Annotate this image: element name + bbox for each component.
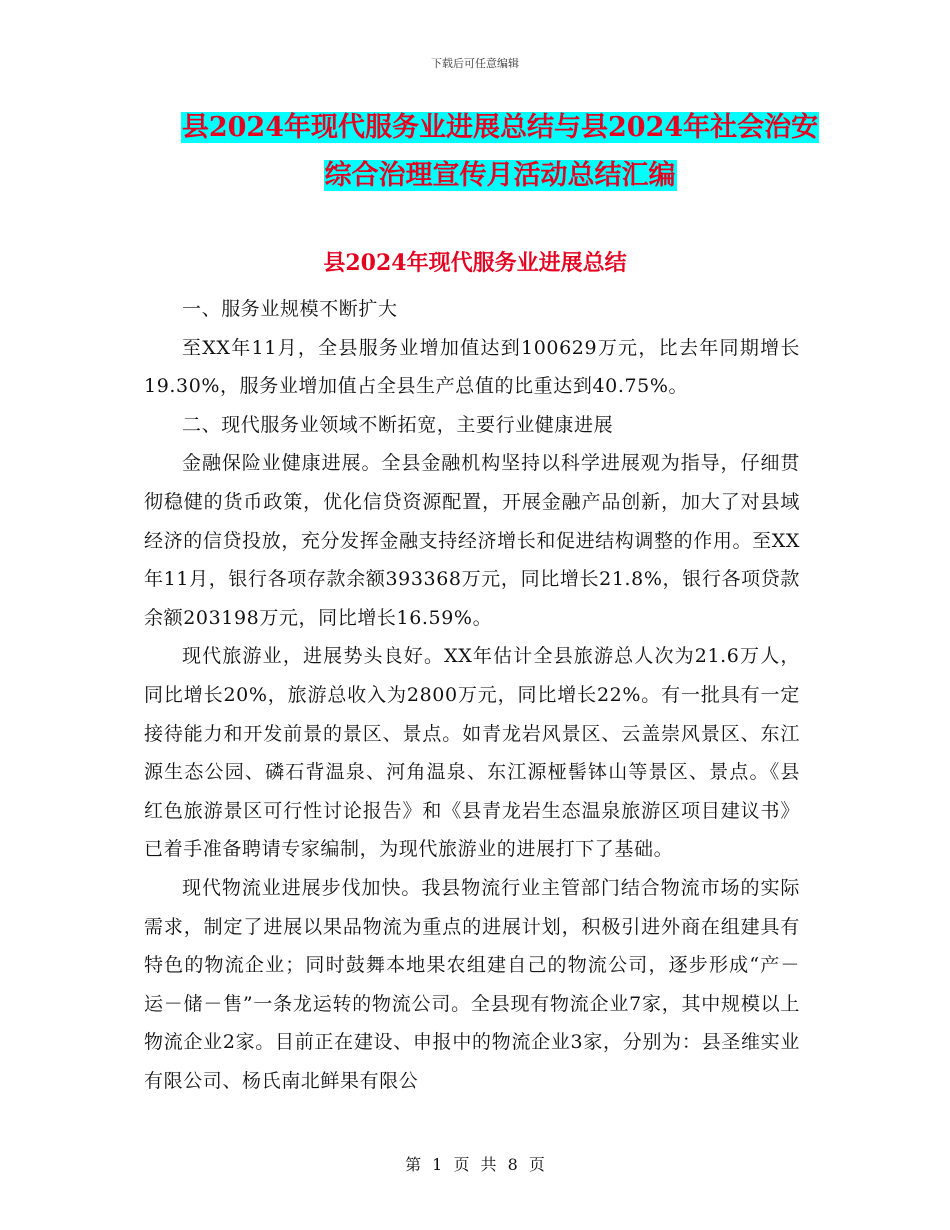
header-note: 下载后可任意编辑 bbox=[431, 57, 519, 70]
paragraph: 金融保险业健康进展。全县金融机构坚持以科学进展观为指导，仔细贯彻稳健的货币政策，优化信贷资源配置，开展金融产品创新，加大了对县域经济的信贷投放，充分发挥金融支持经济增长和促进结构调整的作用。至XX年11月，银行各项存款余额393368万元，同比增长21.8%，银行各项贷款余额203198万元，同比增长16.59%。 bbox=[144, 452, 800, 629]
title-line-2: 综合治理宣传月活动总结汇编 bbox=[324, 160, 676, 191]
heading-1: 一、服务业规模不断扩大 bbox=[182, 298, 398, 320]
title-line-1: 县2024年现代服务业进展总结与县2024年社会治安 bbox=[181, 112, 819, 143]
paragraph: 至XX年11月，全县服务业增加值达到100629万元，比去年同期增长19.30%，服务业增加值占全县生产总值的比重达到40.75%。 bbox=[144, 336, 800, 398]
document-body bbox=[144, 290, 800, 1100]
document-title bbox=[150, 104, 850, 200]
paragraph: 现代物流业进展步伐加快。我县物流行业主管部门结合物流市场的实际需求，制定了进展以果品物流为重点的进展计划，积极引进外商在组建具有特色的物流企业；同时鼓舞本地果农组建自己的物流公司，逐步形成“产－运－储－售”一条龙运转的物流公司。全县现有物流企业7家，其中规模以上物流企业2家。目前正在建设、申报中的物流企业3家，分别为：县圣维实业有限公司、杨氏南北鲜果有限公 bbox=[144, 876, 800, 1092]
heading-2: 二、现代服务业领域不断拓宽，主要行业健康进展 bbox=[182, 413, 614, 436]
paragraph: 现代旅游业，进展势头良好。XX年估计全县旅游总人次为21.6万人，同比增长20%，旅游总收入为2800万元，同比增长22%。有一批具有一定接待能力和开发前景的景区、景点。如青龙岩风景区、云盖崇风景区、东江源生态公园、磷石背温泉、河角温泉、东江源桠髻钵山等景区、景点。《县红色旅游景区可行性讨论报告》和《县青龙岩生态温泉旅游区项目建议书》已着手准备聘请专家编制，为现代旅游业的进展打下了基础。 bbox=[144, 645, 800, 861]
page-number: 第 1 页 共 8 页 bbox=[405, 1155, 545, 1174]
section-title: 县2024年现代服务业进展总结 bbox=[323, 250, 627, 276]
